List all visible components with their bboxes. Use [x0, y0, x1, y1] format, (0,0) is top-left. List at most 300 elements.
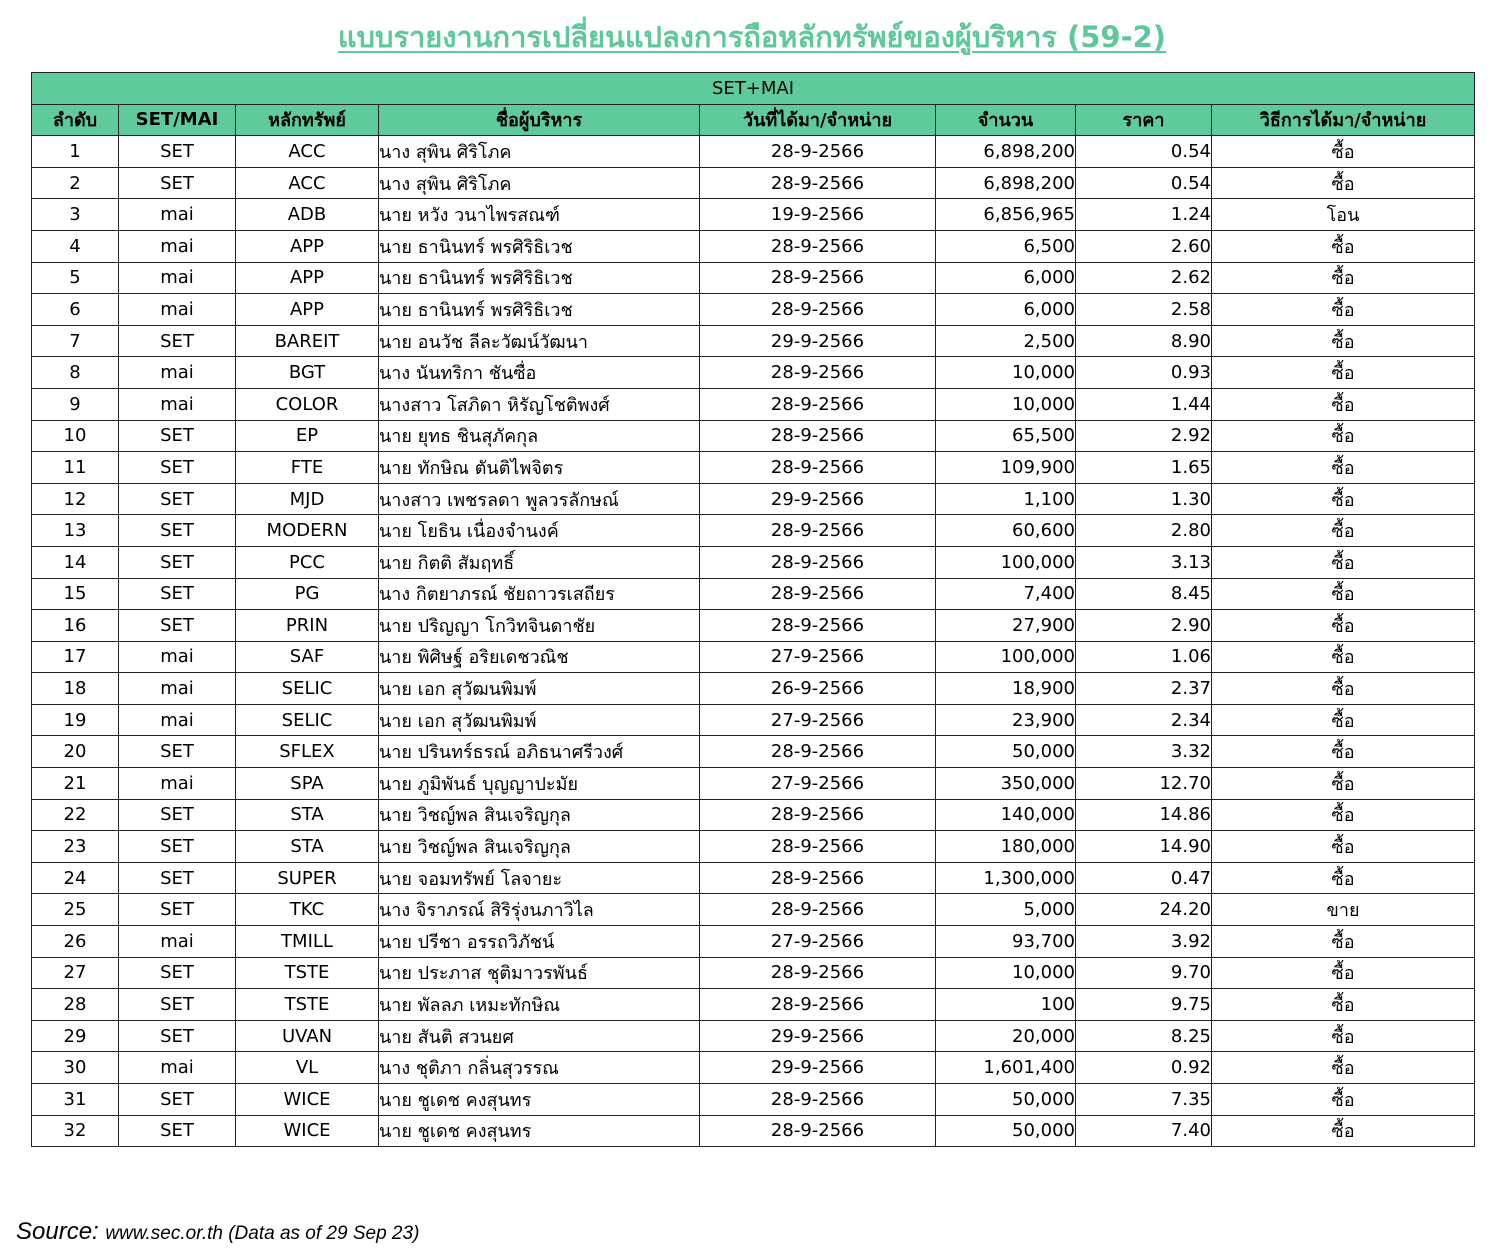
date-cell: 28-9-2566 — [700, 515, 936, 547]
price-cell: 7.40 — [1076, 1115, 1212, 1147]
table-row — [32, 262, 1475, 294]
method-cell: ซื้อ — [1212, 768, 1475, 800]
table-row — [32, 546, 1475, 578]
table-row — [32, 1020, 1475, 1052]
price-cell: 8.25 — [1076, 1020, 1212, 1052]
security-cell: APP — [236, 262, 379, 294]
executive-name-cell: นาย สันติ สวนยศ — [379, 1020, 700, 1052]
table-body — [32, 136, 1475, 1147]
executive-name-cell: นางสาว โสภิดา หิรัญโชติพงศ์ — [379, 388, 700, 420]
executive-name-cell: นาง นันทริกา ชันซื่อ — [379, 357, 700, 389]
market-cell: SET — [119, 167, 236, 199]
table-row — [32, 673, 1475, 705]
row-number-cell: 23 — [32, 831, 119, 863]
security-cell: WICE — [236, 1084, 379, 1116]
method-cell: โอน — [1212, 199, 1475, 231]
date-cell: 28-9-2566 — [700, 452, 936, 484]
source-text: www.sec.or.th (Data as of 29 Sep 23) — [105, 1223, 420, 1244]
security-cell: MJD — [236, 483, 379, 515]
row-number-cell: 22 — [32, 799, 119, 831]
market-cell: SET — [119, 610, 236, 642]
volume-cell: 350,000 — [936, 768, 1076, 800]
row-number-cell: 14 — [32, 546, 119, 578]
security-cell: SELIC — [236, 673, 379, 705]
row-number-cell: 13 — [32, 515, 119, 547]
method-cell: ซื้อ — [1212, 862, 1475, 894]
table-row — [32, 799, 1475, 831]
price-cell: 2.60 — [1076, 230, 1212, 262]
security-cell: ACC — [236, 167, 379, 199]
price-cell: 1.24 — [1076, 199, 1212, 231]
market-cell: mai — [119, 1052, 236, 1084]
table-row — [32, 230, 1475, 262]
method-cell: ซื้อ — [1212, 452, 1475, 484]
executive-name-cell: นาย ทักษิณ ตันติไพจิตร — [379, 452, 700, 484]
volume-cell: 180,000 — [936, 831, 1076, 863]
volume-cell: 10,000 — [936, 957, 1076, 989]
executive-name-cell: นาย ปริญญา โกวิทจินดาชัย — [379, 610, 700, 642]
executive-name-cell: นาย เอก สุวัฒนพิมพ์ — [379, 673, 700, 705]
volume-cell: 1,100 — [936, 483, 1076, 515]
price-cell: 0.93 — [1076, 357, 1212, 389]
date-cell: 29-9-2566 — [700, 325, 936, 357]
volume-cell: 6,898,200 — [936, 167, 1076, 199]
price-cell: 2.90 — [1076, 610, 1212, 642]
row-number-cell: 9 — [32, 388, 119, 420]
date-cell: 29-9-2566 — [700, 1052, 936, 1084]
security-cell: SFLEX — [236, 736, 379, 768]
market-cell: mai — [119, 704, 236, 736]
method-cell: ซื้อ — [1212, 357, 1475, 389]
price-cell: 0.92 — [1076, 1052, 1212, 1084]
method-cell: ซื้อ — [1212, 483, 1475, 515]
market-cell: mai — [119, 199, 236, 231]
date-cell: 28-9-2566 — [700, 136, 936, 168]
volume-cell: 23,900 — [936, 704, 1076, 736]
row-number-cell: 3 — [32, 199, 119, 231]
price-cell: 2.58 — [1076, 294, 1212, 326]
market-cell: SET — [119, 736, 236, 768]
table-row — [32, 452, 1475, 484]
security-cell: SPA — [236, 768, 379, 800]
method-cell: ซื้อ — [1212, 388, 1475, 420]
volume-cell: 60,600 — [936, 515, 1076, 547]
method-cell: ซื้อ — [1212, 673, 1475, 705]
method-cell: ซื้อ — [1212, 1084, 1475, 1116]
date-cell: 28-9-2566 — [700, 357, 936, 389]
table-row — [32, 578, 1475, 610]
executive-name-cell: นาย ยุทธ ชินสุภัคกุล — [379, 420, 700, 452]
market-cell: mai — [119, 262, 236, 294]
market-cell: SET — [119, 894, 236, 926]
method-cell: ซื้อ — [1212, 1020, 1475, 1052]
security-cell: PG — [236, 578, 379, 610]
date-cell: 28-9-2566 — [700, 230, 936, 262]
price-cell: 14.86 — [1076, 799, 1212, 831]
date-cell: 28-9-2566 — [700, 1115, 936, 1147]
security-cell: PCC — [236, 546, 379, 578]
executive-name-cell: นาย จอมทรัพย์ โลจายะ — [379, 862, 700, 894]
market-cell: SET — [119, 420, 236, 452]
market-cell: mai — [119, 357, 236, 389]
market-cell: SET — [119, 483, 236, 515]
security-cell: TSTE — [236, 989, 379, 1021]
row-number-cell: 21 — [32, 768, 119, 800]
date-cell: 28-9-2566 — [700, 167, 936, 199]
market-cell: mai — [119, 230, 236, 262]
method-cell: ซื้อ — [1212, 230, 1475, 262]
row-number-cell: 29 — [32, 1020, 119, 1052]
security-cell: PRIN — [236, 610, 379, 642]
price-cell: 24.20 — [1076, 894, 1212, 926]
executive-name-cell: นาย ประภาส ชุติมาวรพันธ์ — [379, 957, 700, 989]
executive-name-cell: นาง ชุติภา กลิ่นสุวรรณ — [379, 1052, 700, 1084]
executive-name-cell: นาย ธานินทร์ พรศิริธิเวช — [379, 294, 700, 326]
price-cell: 3.13 — [1076, 546, 1212, 578]
security-cell: FTE — [236, 452, 379, 484]
table-row — [32, 736, 1475, 768]
executive-name-cell: นาย เอก สุวัฒนพิมพ์ — [379, 704, 700, 736]
security-cell: SELIC — [236, 704, 379, 736]
executive-name-cell: นาย พัลลภ เหมะทักษิณ — [379, 989, 700, 1021]
method-cell: ซื้อ — [1212, 957, 1475, 989]
market-cell: SET — [119, 1115, 236, 1147]
volume-cell: 6,000 — [936, 294, 1076, 326]
table-row — [32, 357, 1475, 389]
security-cell: ADB — [236, 199, 379, 231]
security-cell: SAF — [236, 641, 379, 673]
volume-cell: 5,000 — [936, 894, 1076, 926]
price-cell: 8.90 — [1076, 325, 1212, 357]
price-cell: 1.44 — [1076, 388, 1212, 420]
security-cell: SUPER — [236, 862, 379, 894]
date-cell: 28-9-2566 — [700, 957, 936, 989]
date-cell: 28-9-2566 — [700, 262, 936, 294]
security-cell: TMILL — [236, 926, 379, 958]
table-row — [32, 1115, 1475, 1147]
volume-cell: 6,000 — [936, 262, 1076, 294]
row-number-cell: 5 — [32, 262, 119, 294]
volume-cell: 6,898,200 — [936, 136, 1076, 168]
col-date-header: วันที่ได้มา/จำหน่าย — [700, 104, 936, 136]
volume-cell: 10,000 — [936, 388, 1076, 420]
method-cell: ซื้อ — [1212, 546, 1475, 578]
col-executive-header: ชื่อผู้บริหาร — [379, 104, 700, 136]
method-cell: ซื้อ — [1212, 515, 1475, 547]
security-cell: BGT — [236, 357, 379, 389]
executive-name-cell: นาย วิชญ์พล สินเจริญกุล — [379, 831, 700, 863]
group-header: SET+MAI — [32, 73, 1475, 105]
volume-cell: 100 — [936, 989, 1076, 1021]
row-number-cell: 24 — [32, 862, 119, 894]
method-cell: ซื้อ — [1212, 610, 1475, 642]
table-row — [32, 388, 1475, 420]
volume-cell: 27,900 — [936, 610, 1076, 642]
source-note — [16, 1218, 419, 1246]
security-cell: APP — [236, 294, 379, 326]
table-row — [32, 199, 1475, 231]
date-cell: 27-9-2566 — [700, 768, 936, 800]
date-cell: 28-9-2566 — [700, 1084, 936, 1116]
table-row — [32, 294, 1475, 326]
executive-name-cell: นาย วิชญ์พล สินเจริญกุล — [379, 799, 700, 831]
method-cell: ซื้อ — [1212, 294, 1475, 326]
executive-name-cell: นาง สุพิน ศิริโภค — [379, 136, 700, 168]
date-cell: 28-9-2566 — [700, 388, 936, 420]
volume-cell: 109,900 — [936, 452, 1076, 484]
table-row — [32, 483, 1475, 515]
date-cell: 27-9-2566 — [700, 926, 936, 958]
table-row — [32, 167, 1475, 199]
date-cell: 28-9-2566 — [700, 862, 936, 894]
volume-cell: 6,500 — [936, 230, 1076, 262]
row-number-cell: 6 — [32, 294, 119, 326]
holdings-table — [31, 72, 1475, 1147]
date-cell: 28-9-2566 — [700, 578, 936, 610]
row-number-cell: 32 — [32, 1115, 119, 1147]
method-cell: ซื้อ — [1212, 831, 1475, 863]
volume-cell: 93,700 — [936, 926, 1076, 958]
volume-cell: 50,000 — [936, 1084, 1076, 1116]
table-row — [32, 989, 1475, 1021]
col-method-header: วิธีการได้มา/จำหน่าย — [1212, 104, 1475, 136]
date-cell: 19-9-2566 — [700, 199, 936, 231]
date-cell: 28-9-2566 — [700, 610, 936, 642]
volume-cell: 1,601,400 — [936, 1052, 1076, 1084]
executive-name-cell: นาย ธานินทร์ พรศิริธิเวช — [379, 262, 700, 294]
market-cell: SET — [119, 578, 236, 610]
executive-name-cell: นาย ชูเดช คงสุนทร — [379, 1115, 700, 1147]
table-row — [32, 1084, 1475, 1116]
row-number-cell: 19 — [32, 704, 119, 736]
row-number-cell: 17 — [32, 641, 119, 673]
table-row — [32, 926, 1475, 958]
market-cell: mai — [119, 294, 236, 326]
volume-cell: 1,300,000 — [936, 862, 1076, 894]
date-cell: 27-9-2566 — [700, 641, 936, 673]
table-row — [32, 641, 1475, 673]
date-cell: 28-9-2566 — [700, 989, 936, 1021]
executive-name-cell: นาย กิตติ สัมฤทธิ์ — [379, 546, 700, 578]
method-cell: ซื้อ — [1212, 641, 1475, 673]
executive-name-cell: นาง จิราภรณ์ สิริรุ่งนภาวิไล — [379, 894, 700, 926]
executive-name-cell: นาย ธานินทร์ พรศิริธิเวช — [379, 230, 700, 262]
market-cell: SET — [119, 799, 236, 831]
price-cell: 12.70 — [1076, 768, 1212, 800]
volume-cell: 50,000 — [936, 736, 1076, 768]
executive-name-cell: นาย ปรินทร์ธรณ์ อภิธนาศรีวงศ์ — [379, 736, 700, 768]
security-cell: MODERN — [236, 515, 379, 547]
volume-cell: 50,000 — [936, 1115, 1076, 1147]
market-cell: SET — [119, 136, 236, 168]
table-row — [32, 610, 1475, 642]
table-row — [32, 831, 1475, 863]
volume-cell: 65,500 — [936, 420, 1076, 452]
executive-name-cell: นาย หวัง วนาไพรสณฑ์ — [379, 199, 700, 231]
col-order-header: ลำดับ — [32, 104, 119, 136]
price-cell: 9.75 — [1076, 989, 1212, 1021]
volume-cell: 6,856,965 — [936, 199, 1076, 231]
market-cell: SET — [119, 1084, 236, 1116]
date-cell: 29-9-2566 — [700, 1020, 936, 1052]
row-number-cell: 18 — [32, 673, 119, 705]
market-cell: mai — [119, 388, 236, 420]
price-cell: 2.92 — [1076, 420, 1212, 452]
market-cell: mai — [119, 673, 236, 705]
date-cell: 28-9-2566 — [700, 894, 936, 926]
volume-cell: 20,000 — [936, 1020, 1076, 1052]
security-cell: VL — [236, 1052, 379, 1084]
security-cell: WICE — [236, 1115, 379, 1147]
date-cell: 29-9-2566 — [700, 483, 936, 515]
market-cell: SET — [119, 515, 236, 547]
row-number-cell: 27 — [32, 957, 119, 989]
price-cell: 1.06 — [1076, 641, 1212, 673]
executive-name-cell: นางสาว เพชรลดา พูลวรลักษณ์ — [379, 483, 700, 515]
security-cell: EP — [236, 420, 379, 452]
executive-name-cell: นาง สุพิน ศิริโภค — [379, 167, 700, 199]
volume-cell: 7,400 — [936, 578, 1076, 610]
executive-name-cell: นาย ชูเดช คงสุนทร — [379, 1084, 700, 1116]
market-cell: SET — [119, 452, 236, 484]
table-row — [32, 768, 1475, 800]
table-row — [32, 420, 1475, 452]
method-cell: ซื้อ — [1212, 167, 1475, 199]
market-cell: SET — [119, 546, 236, 578]
table-row — [32, 325, 1475, 357]
method-cell: ซื้อ — [1212, 1052, 1475, 1084]
method-cell: ซื้อ — [1212, 704, 1475, 736]
row-number-cell: 31 — [32, 1084, 119, 1116]
table-row — [32, 862, 1475, 894]
table-row — [32, 136, 1475, 168]
row-number-cell: 20 — [32, 736, 119, 768]
row-number-cell: 15 — [32, 578, 119, 610]
table-row — [32, 1052, 1475, 1084]
security-cell: ACC — [236, 136, 379, 168]
row-number-cell: 28 — [32, 989, 119, 1021]
price-cell: 9.70 — [1076, 957, 1212, 989]
row-number-cell: 26 — [32, 926, 119, 958]
price-cell: 2.37 — [1076, 673, 1212, 705]
price-cell: 1.65 — [1076, 452, 1212, 484]
executive-name-cell: นาง กิตยาภรณ์ ชัยถาวรเสถียร — [379, 578, 700, 610]
price-cell: 0.54 — [1076, 136, 1212, 168]
row-number-cell: 30 — [32, 1052, 119, 1084]
method-cell: ซื้อ — [1212, 262, 1475, 294]
security-cell: COLOR — [236, 388, 379, 420]
price-cell: 2.62 — [1076, 262, 1212, 294]
col-security-header: หลักทรัพย์ — [236, 104, 379, 136]
row-number-cell: 16 — [32, 610, 119, 642]
date-cell: 28-9-2566 — [700, 831, 936, 863]
method-cell: ซื้อ — [1212, 926, 1475, 958]
executive-name-cell: นาย ภูมิพันธ์ บุญญาปะมัย — [379, 768, 700, 800]
method-cell: ขาย — [1212, 894, 1475, 926]
price-cell: 3.92 — [1076, 926, 1212, 958]
table-row — [32, 515, 1475, 547]
date-cell: 28-9-2566 — [700, 799, 936, 831]
row-number-cell: 11 — [32, 452, 119, 484]
volume-cell: 100,000 — [936, 641, 1076, 673]
volume-cell: 10,000 — [936, 357, 1076, 389]
column-header-row — [32, 104, 1475, 136]
price-cell: 14.90 — [1076, 831, 1212, 863]
volume-cell: 140,000 — [936, 799, 1076, 831]
market-cell: SET — [119, 831, 236, 863]
executive-name-cell: นาย พิศิษฐ์ อริยเดชวณิช — [379, 641, 700, 673]
source-label: Source: — [16, 1218, 99, 1245]
row-number-cell: 1 — [32, 136, 119, 168]
security-cell: TSTE — [236, 957, 379, 989]
price-cell: 0.54 — [1076, 167, 1212, 199]
table-row — [32, 704, 1475, 736]
price-cell: 1.30 — [1076, 483, 1212, 515]
price-cell: 3.32 — [1076, 736, 1212, 768]
market-cell: mai — [119, 641, 236, 673]
method-cell: ซื้อ — [1212, 1115, 1475, 1147]
price-cell: 2.34 — [1076, 704, 1212, 736]
method-cell: ซื้อ — [1212, 799, 1475, 831]
table-row — [32, 957, 1475, 989]
report-title: แบบรายงานการเปลี่ยนแปลงการถือหลักทรัพย์ของผู้บริหาร (59-2) — [337, 20, 1167, 54]
row-number-cell: 8 — [32, 357, 119, 389]
row-number-cell: 4 — [32, 230, 119, 262]
date-cell: 28-9-2566 — [700, 736, 936, 768]
row-number-cell: 25 — [32, 894, 119, 926]
row-number-cell: 10 — [32, 420, 119, 452]
security-cell: BAREIT — [236, 325, 379, 357]
volume-cell: 18,900 — [936, 673, 1076, 705]
executive-name-cell: นาย อนวัช ลีละวัฒน์วัฒนา — [379, 325, 700, 357]
date-cell: 28-9-2566 — [700, 294, 936, 326]
method-cell: ซื้อ — [1212, 325, 1475, 357]
executive-name-cell: นาย ปรีชา อรรถวิภัชน์ — [379, 926, 700, 958]
date-cell: 26-9-2566 — [700, 673, 936, 705]
security-cell: TKC — [236, 894, 379, 926]
volume-cell: 2,500 — [936, 325, 1076, 357]
col-volume-header: จำนวน — [936, 104, 1076, 136]
col-price-header: ราคา — [1076, 104, 1212, 136]
row-number-cell: 2 — [32, 167, 119, 199]
market-cell: SET — [119, 862, 236, 894]
market-cell: mai — [119, 768, 236, 800]
method-cell: ซื้อ — [1212, 736, 1475, 768]
method-cell: ซื้อ — [1212, 420, 1475, 452]
row-number-cell: 12 — [32, 483, 119, 515]
market-cell: SET — [119, 989, 236, 1021]
volume-cell: 100,000 — [936, 546, 1076, 578]
security-cell: STA — [236, 799, 379, 831]
method-cell: ซื้อ — [1212, 136, 1475, 168]
date-cell: 28-9-2566 — [700, 546, 936, 578]
row-number-cell: 7 — [32, 325, 119, 357]
method-cell: ซื้อ — [1212, 989, 1475, 1021]
date-cell: 28-9-2566 — [700, 420, 936, 452]
market-cell: SET — [119, 957, 236, 989]
table-row — [32, 894, 1475, 926]
price-cell: 0.47 — [1076, 862, 1212, 894]
price-cell: 8.45 — [1076, 578, 1212, 610]
price-cell: 2.80 — [1076, 515, 1212, 547]
executive-name-cell: นาย โยธิน เนื่องจำนงค์ — [379, 515, 700, 547]
market-cell: SET — [119, 325, 236, 357]
security-cell: APP — [236, 230, 379, 262]
col-market-header: SET/MAI — [119, 104, 236, 136]
price-cell: 7.35 — [1076, 1084, 1212, 1116]
security-cell: STA — [236, 831, 379, 863]
security-cell: UVAN — [236, 1020, 379, 1052]
